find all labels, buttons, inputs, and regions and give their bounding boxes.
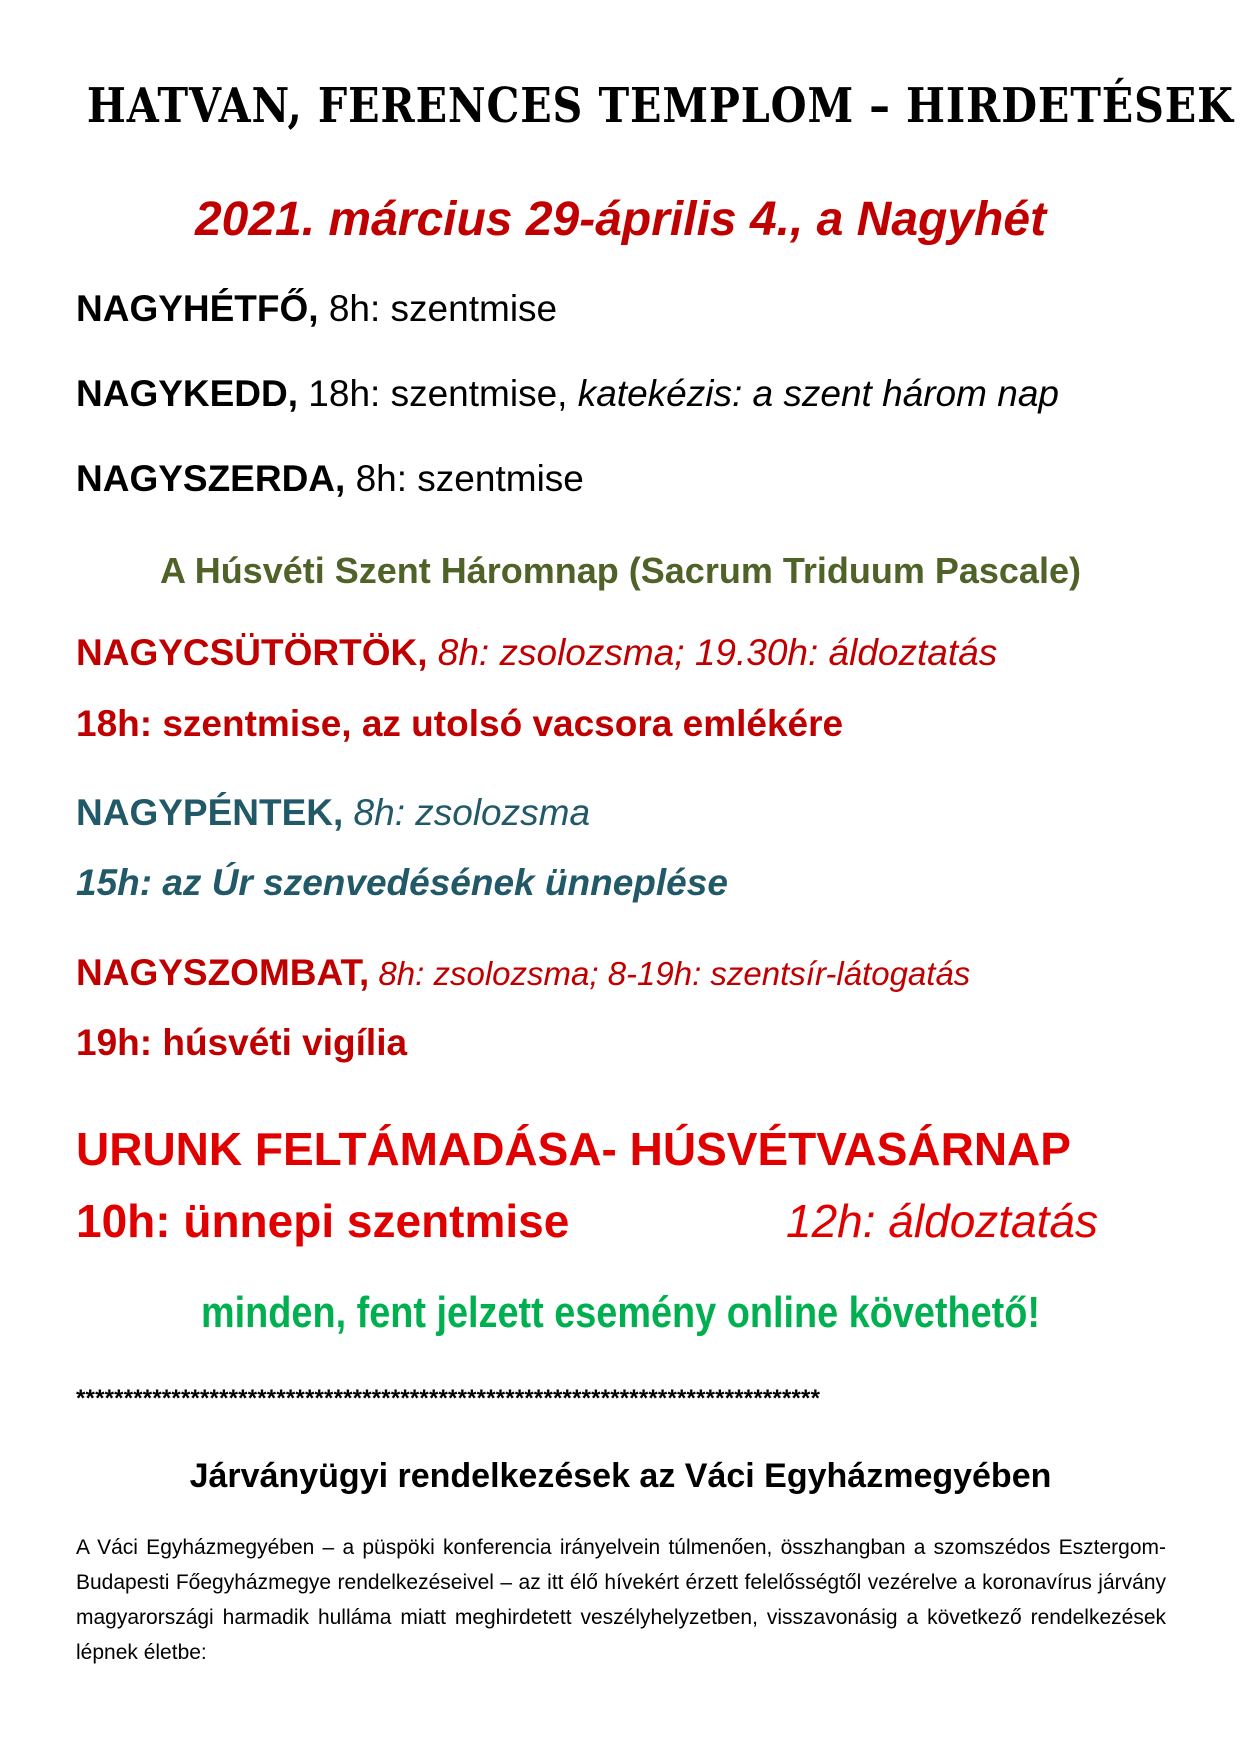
triduum-heading: A Húsvéti Szent Háromnap (Sacrum Triduum Pascale)	[160, 550, 1081, 591]
saturday-vigil: 19h: húsvéti vigília	[76, 1022, 408, 1063]
monday-text: 8h: szentmise	[318, 288, 558, 329]
friday-service-text: 15h: az Úr szenvedésének ünneplése	[76, 862, 728, 903]
easter-communion: 12h: áldoztatás	[786, 1195, 1099, 1247]
easter-heading: URUNK FELTÁMADÁSA- HÚSVÉTVASÁRNAP	[76, 1123, 1071, 1175]
friday-line	[76, 792, 1241, 834]
monday-line	[76, 288, 1241, 330]
friday-service	[76, 862, 1241, 904]
wednesday-name: NAGYSZERDA,	[76, 458, 346, 499]
regulations-paragraph: A Váci Egyházmegyében – a püspöki konferencia irányelvein túlmenően, összhangban a szomszédos Esztergom-Budapesti Főegyházmegye rendelkezéseivel – az itt élő hívekért érzett felelősségtől vezérelve a koronavírus járvány magyarországi harmadik hulláma miatt meghirdetett veszélyhelyzetben, visszavonásig a következő rendelkezések lépnek életbe:	[76, 1536, 1166, 1664]
thursday-times: 8h: zsolozsma; 19.30h: áldoztatás	[427, 632, 998, 673]
online-note: minden, fent jelzett esemény online követhető!	[201, 1288, 1040, 1337]
thursday-line	[76, 632, 1241, 674]
tuesday-line	[76, 373, 1241, 415]
thursday-mass: 18h: szentmise, az utolsó vacsora emlékére	[76, 703, 844, 744]
wednesday-text: 8h: szentmise	[345, 458, 584, 499]
wednesday-line	[76, 458, 1241, 500]
separator-line: ******************************************************************************	[76, 1385, 821, 1412]
thursday-name: NAGYCSÜTÖRTÖK,	[76, 632, 428, 673]
friday-name: NAGYPÉNTEK,	[76, 792, 344, 833]
saturday-name: NAGYSZOMBAT,	[76, 952, 370, 993]
tuesday-catechesis: katekézis: a szent három nap	[577, 373, 1059, 414]
easter-mass: 10h: ünnepi szentmise	[76, 1195, 570, 1247]
saturday-times: 8h: zsolozsma; 8-19h: szentsír-látogatás	[369, 955, 971, 992]
saturday-line	[76, 952, 1241, 994]
monday-name: NAGYHÉTFŐ,	[76, 288, 319, 329]
week-subtitle: 2021. március 29-április 4., a Nagyhét	[194, 193, 1047, 246]
friday-times: 8h: zsolozsma	[343, 792, 591, 833]
regulations-title: Járványügyi rendelkezések az Váci Egyházmegyében	[189, 1457, 1052, 1495]
tuesday-name: NAGYKEDD,	[76, 373, 299, 414]
page-title: HATVAN, FERENCES TEMPLOM – HIRDETÉSEK	[86, 78, 1234, 134]
tuesday-text: 18h: szentmise,	[298, 373, 578, 414]
